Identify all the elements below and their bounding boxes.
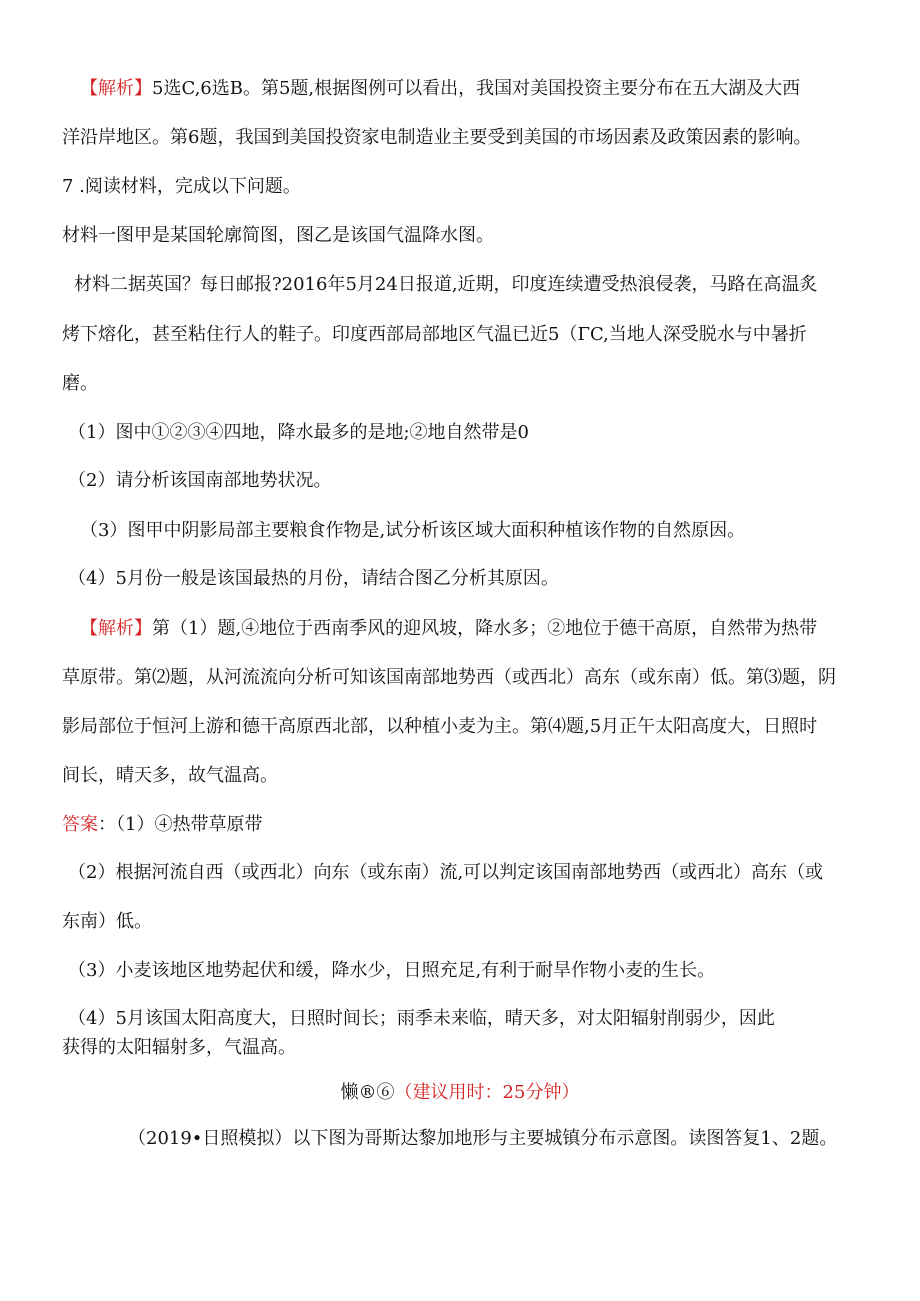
analysis-5-6 <box>80 78 800 100</box>
next-questions-intro: （2019•日照模拟）以下图为哥斯达黎加地形与主要城镇分布示意图。读图答复1、2题。 <box>128 1128 838 1149</box>
material-2-line2: 烤下熔化，甚至粘住行人的鞋子。印度西部局部地区气温已近5（ΓC,当地人深受脱水与中暑折 <box>62 324 807 345</box>
sub-question-3: （3）图甲中阴影局部主要粮食作物是,试分析该区域大面积种植该作物的自然原因。 <box>80 520 746 541</box>
answer-1 <box>62 814 262 836</box>
analysis-text: 第（1）题,④地位于西南季风的迎风坡，降水多；②地位于德干高原，自然带为热带 <box>152 618 818 639</box>
material-2-line1: 材料二据英国？每日邮报?2016年5月24日报道,近期，印度连续遭受热浪侵袭，马路在高温炙 <box>74 274 818 295</box>
answer-2-line1: （2）根据河流自西（或西北）向东（或东南）流,可以判定该国南部地势西（或西北）高东（或 <box>68 862 824 883</box>
sub-question-2: （2）请分析该国南部地势状况。 <box>68 470 332 491</box>
question-7-title: 7 .阅读材料，完成以下问题。 <box>62 176 301 197</box>
answer-label: 答案 <box>62 814 98 835</box>
material-1: 材料一图甲是某国轮廓简图，图乙是该国气温降水图。 <box>62 225 494 246</box>
analysis-text: 5选C,6选B。第5题,根据图例可以看出，我国对美国投资主要分布在五大湖及大西 <box>152 78 801 99</box>
answer-4-line2: 获得的太阳辐射多，气温高。 <box>62 1037 296 1058</box>
material-2-line3: 磨。 <box>62 373 98 394</box>
suggested-time: （建议用时：25分钟） <box>394 1082 580 1103</box>
analysis-q7-line2: 草原带。第⑵题，从河流流向分析可知该国南部地势西（或西北）高东（或东南）低。第⑶题，阴 <box>62 667 836 688</box>
answer-text: ：（1）④热带草原带 <box>98 814 263 835</box>
analysis-q7-line3: 影局部位于恒河上游和德干高原西北部，以种植小麦为主。第⑷题,5月正午太阳高度大，日照时 <box>62 716 818 737</box>
analysis-tag: 【解析】 <box>80 78 152 99</box>
analysis-q7-line4: 间长，晴天多，故气温高。 <box>62 765 278 786</box>
analysis-q7 <box>80 618 817 640</box>
section-heading <box>0 1082 920 1104</box>
answer-3: （3）小麦该地区地势起伏和缓，降水少，日照充足,有利于耐旱作物小麦的生长。 <box>68 960 716 981</box>
section-prefix: 懒®⑥ <box>340 1082 395 1103</box>
sub-question-1: （1）图中①②③④四地，降水最多的是地;②地自然带是0 <box>68 422 529 443</box>
analysis-5-6-line2: 洋沿岸地区。第6题，我国到美国投资家电制造业主要受到美国的市场因素及政策因素的影响。 <box>62 127 812 148</box>
answer-4-line1: （4）5月该国太阳高度大，日照时间长；雨季未来临，晴天多，对太阳辐射削弱少，因此 <box>68 1008 775 1029</box>
sub-question-4: （4）5月份一般是该国最热的月份，请结合图乙分析其原因。 <box>68 568 559 589</box>
answer-2-line2: 东南）低。 <box>62 911 152 932</box>
analysis-tag: 【解析】 <box>80 618 152 639</box>
